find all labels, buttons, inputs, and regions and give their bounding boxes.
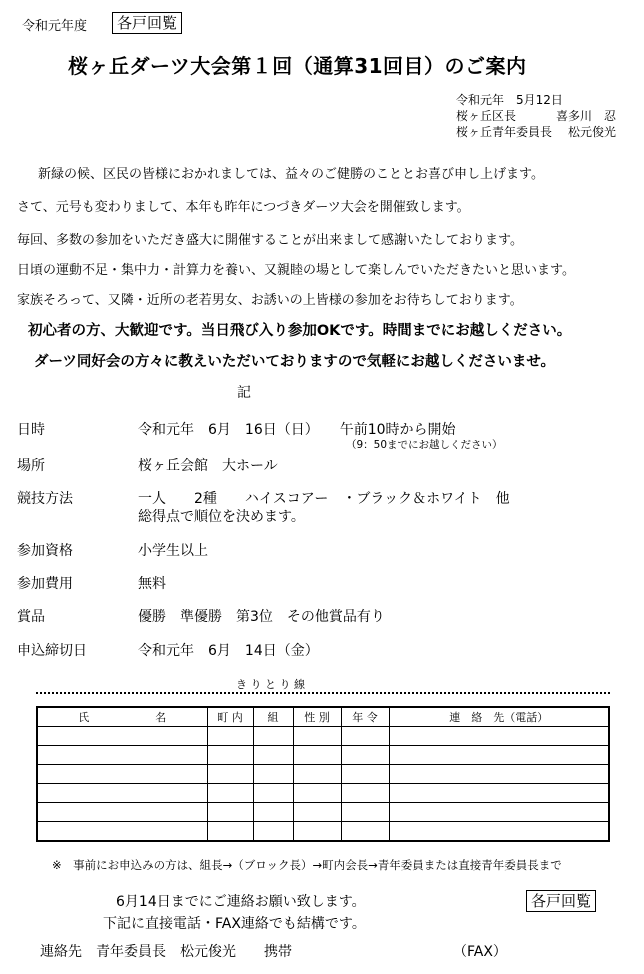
col-name: 氏 名 [37,707,207,727]
form-cell[interactable] [341,822,389,842]
paragraph-3: 毎回、多数の参加をいただき盛大に開催することが出来まして感謝いたしております。 [17,233,523,248]
place-value: 桜ヶ丘会館 大ホール [138,458,278,474]
paragraph-2: さて、元号も変わりまして、本年も昨年につづきダーツ大会を開催致します。 [17,200,470,215]
issue-date: 令和元年 5月12日 [456,93,563,107]
method-label: 競技方法 [17,491,73,507]
prize-value: 優勝 準優勝 第3位 その他賞品有り [138,609,385,625]
page-title: 桜ヶ丘ダーツ大会第１回（通算31回目）のご案内 [68,54,527,78]
sender-role-2: 桜ヶ丘青年委員長 [456,125,553,139]
form-cell[interactable] [293,765,341,784]
fiscal-year-label: 令和元年度 [22,19,88,34]
form-cell[interactable] [389,727,609,746]
form-row [37,803,609,822]
footer-circulation-tag: 各戸回覧 [526,890,596,912]
method-value: 一人 2種 ハイスコアー ・ブラック＆ホワイト 他 [138,491,510,507]
place-label: 場所 [17,458,45,474]
form-cell[interactable] [207,784,253,803]
col-district: 町 内 [207,707,253,727]
form-cell[interactable] [293,746,341,765]
sender-name-2: 松元俊光 [568,125,617,139]
form-cell[interactable] [293,727,341,746]
form-cell[interactable] [253,765,293,784]
form-cell[interactable] [207,746,253,765]
date-note: （9：50までにお越しください） [346,439,503,451]
form-cell[interactable] [207,765,253,784]
form-cell[interactable] [207,822,253,842]
deadline-value: 令和元年 6月 14日（金） [138,643,319,659]
method-value-2: 総得点で順位を決めます。 [138,509,305,525]
sender-role-1: 桜ヶ丘区長 [456,109,517,123]
col-contact: 連 絡 先（電話） [389,707,609,727]
emphasis-line-2: ダーツ同好会の方々に教えいただいておりますので気軽にお越しくださいませ。 [34,354,555,370]
form-cell[interactable] [37,746,207,765]
paragraph-1: 新緑の候、区民の皆様におかれましては、益々のご健勝のこととお喜び申し上げます。 [38,167,544,182]
footer-fax: （FAX） [453,944,507,960]
col-group: 組 [253,707,293,727]
form-cell[interactable] [207,803,253,822]
application-form [36,706,610,842]
col-gender: 性 別 [293,707,341,727]
prize-label: 賞品 [17,609,45,625]
form-cell[interactable] [389,803,609,822]
form-note: ※ 事前にお申込みの方は、組長→（ブロック長）→町内会長→青年委員または直接青年委員長まで [52,858,562,872]
form-cell[interactable] [389,746,609,765]
form-cell[interactable] [37,727,207,746]
footer-line-2: 下記に直接電話・FAX連絡でも結構です。 [103,916,366,932]
fee-value: 無料 [138,576,166,592]
form-cell[interactable] [293,803,341,822]
form-cell[interactable] [37,822,207,842]
form-cell[interactable] [207,727,253,746]
form-cell[interactable] [253,822,293,842]
form-row [37,746,609,765]
cut-line [36,692,610,694]
form-cell[interactable] [253,784,293,803]
sender-name-1: 喜多川 忍 [556,109,617,123]
form-cell[interactable] [389,784,609,803]
footer-line-1: 6月14日までにご連絡お願い致します。 [116,894,366,910]
form-row [37,822,609,842]
fee-label: 参加費用 [17,576,73,592]
form-cell[interactable] [293,822,341,842]
col-age: 年 令 [341,707,389,727]
form-row [37,784,609,803]
cut-line-label: き り と り 線 [236,678,305,691]
form-row [37,765,609,784]
form-cell[interactable] [253,727,293,746]
paragraph-4: 日頃の運動不足・集中力・計算力を養い、又親睦の場として楽しんでいただきたいと思います。 [17,263,575,278]
emphasis-line-1: 初心者の方、大歓迎です。当日飛び入り参加OKです。時間までにお越しください。 [28,323,572,339]
form-cell[interactable] [253,803,293,822]
form-cell[interactable] [341,765,389,784]
form-row [37,727,609,746]
form-cell[interactable] [341,746,389,765]
form-cell[interactable] [389,765,609,784]
footer-contact: 連絡先 青年委員長 松元俊光 携帯 [40,944,292,960]
form-cell[interactable] [37,803,207,822]
circulation-tag: 各戸回覧 [112,12,182,34]
form-cell[interactable] [341,727,389,746]
deadline-label: 申込締切日 [17,643,87,659]
form-cell[interactable] [341,784,389,803]
form-cell[interactable] [341,803,389,822]
date-value: 令和元年 6月 16日（日） 午前10時から開始 [138,422,456,438]
form-cell[interactable] [293,784,341,803]
qualification-value: 小学生以上 [138,543,208,559]
date-label: 日時 [17,422,45,438]
paragraph-5: 家族そろって、又隣・近所の老若男女、お誘いの上皆様の参加をお待ちしております。 [17,293,523,308]
qualification-label: 参加資格 [17,543,73,559]
form-cell[interactable] [37,784,207,803]
form-cell[interactable] [389,822,609,842]
form-cell[interactable] [253,746,293,765]
form-cell[interactable] [37,765,207,784]
ki-heading: 記 [237,385,251,401]
form-header-row [37,707,609,727]
